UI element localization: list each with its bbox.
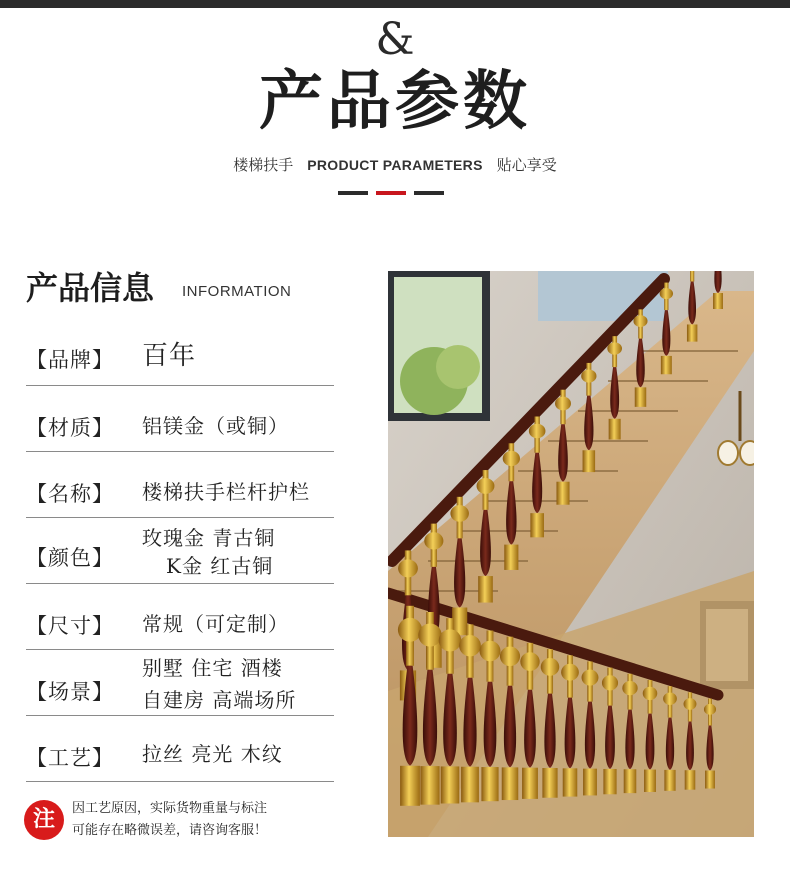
divider-dash-left — [338, 191, 368, 195]
spec-value-line1: 玫瑰金 青古铜 — [142, 526, 276, 550]
window-tree-2 — [436, 345, 480, 389]
top-rule — [0, 0, 790, 8]
spec-key: 【工艺】 — [26, 746, 114, 770]
spec-row-craft — [26, 716, 334, 782]
spec-key: 【品牌】 — [26, 348, 114, 372]
spec-row-name — [26, 452, 334, 518]
spec-key: 【尺寸】 — [26, 614, 114, 638]
subtitle — [0, 152, 790, 178]
spec-value-line1: 别墅 住宅 酒楼 — [142, 656, 283, 680]
disclaimer-note — [24, 796, 354, 840]
spec-key: 【场景】 — [26, 680, 114, 704]
spec-key: 【颜色】 — [26, 546, 114, 570]
spec-value — [142, 524, 275, 580]
subtitle-right: 贴心享受 — [496, 156, 557, 174]
subtitle-english: PRODUCT PARAMETERS — [307, 157, 483, 173]
spec-row-scene — [26, 650, 334, 716]
info-heading-en: INFORMATION — [182, 283, 292, 300]
spec-row-brand — [26, 330, 334, 386]
title-divider — [0, 191, 790, 195]
spec-value-line2: K金 红古铜 — [166, 554, 274, 578]
spec-value: 铝镁金（或铜） — [142, 414, 289, 438]
spec-value — [142, 654, 296, 714]
spec-value: 百年 — [142, 341, 197, 371]
divider-dash-center — [376, 191, 406, 195]
staircase-photo — [388, 271, 754, 837]
note-badge: 注 — [24, 800, 64, 840]
note-text — [72, 798, 267, 842]
note-line2: 可能存在略微误差，请咨询客服！ — [72, 823, 268, 838]
info-heading-cn: 产品信息 — [26, 269, 155, 307]
note-line1: 因工艺原因，实际货物重量与标注 — [72, 801, 268, 816]
spec-row-material — [26, 386, 334, 452]
spec-value: 楼梯扶手栏杆护栏 — [142, 480, 310, 504]
spec-value: 拉丝 亮光 木纹 — [142, 742, 283, 766]
spec-value: 常规（可定制） — [142, 612, 289, 636]
staircase-illustration — [388, 271, 754, 837]
spec-row-size — [26, 584, 334, 650]
page-title: 产品参数 — [259, 65, 531, 139]
spec-key: 【名称】 — [26, 482, 114, 506]
ampersand-mark: & — [375, 14, 415, 65]
subtitle-left: 楼梯扶手 — [233, 156, 294, 174]
spec-value-line2: 自建房 高端场所 — [142, 688, 297, 712]
divider-dash-right — [414, 191, 444, 195]
spec-row-color — [26, 518, 334, 584]
spec-key: 【材质】 — [26, 416, 114, 440]
